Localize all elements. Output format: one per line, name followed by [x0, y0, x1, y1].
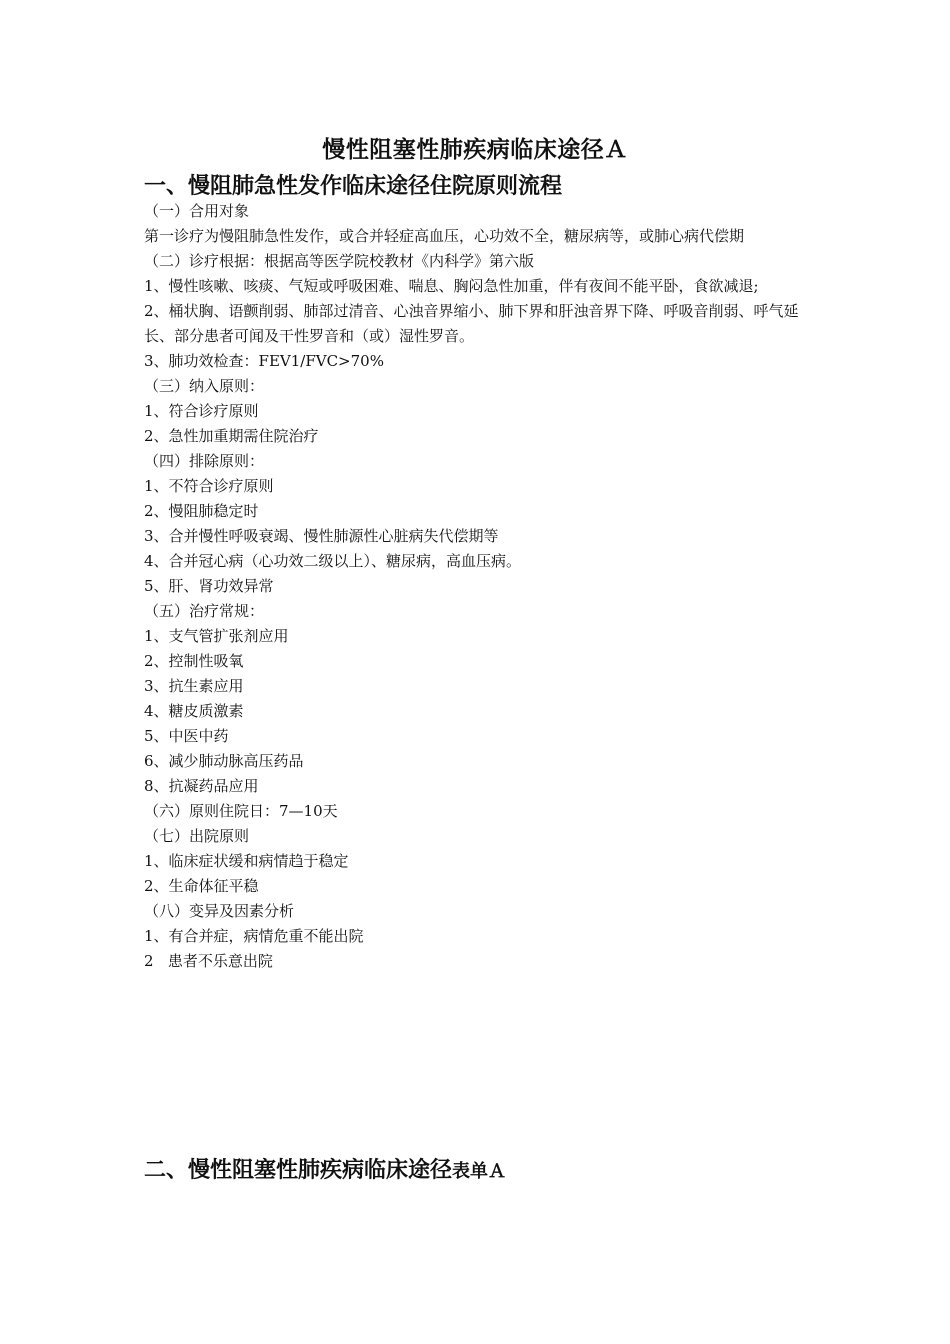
subsection-heading: （八）变异及因素分析 [144, 902, 295, 920]
section-heading-2-main: 二、慢性阻塞性肺疾病临床途径 [144, 1157, 453, 1183]
section-heading-2 [144, 1155, 506, 1187]
list-item: 1、符合诊疗原则 [144, 402, 259, 420]
list-item: 1、有合并症，病情危重不能出院 [144, 927, 364, 945]
list-item: 5、肝、肾功效异常 [144, 577, 274, 595]
list-item: 3、抗生素应用 [144, 677, 244, 695]
list-item: 2 患者不乐意出院 [144, 952, 273, 970]
subsection-heading: （三）纳入原则： [144, 377, 265, 395]
document-title: 慢性阻塞性肺疾病临床途径Ａ [322, 136, 628, 163]
subsection-heading: （二）诊疗根据：根据高等医学院校教材《内科学》第六版 [144, 252, 535, 270]
list-item: 6、减少肺动脉高压药品 [144, 752, 304, 770]
section-heading-1: 一、慢阻肺急性发作临床途径住院原则流程 [144, 173, 563, 199]
subsection-heading: （七）出院原则 [144, 827, 250, 845]
paragraph-line: 第一诊疗为慢阻肺急性发作，或合并轻症高血压，心功效不全，糖尿病等，或肺心病代偿期 [144, 227, 745, 245]
list-item: 1、慢性咳嗽、咳痰、气短或呼吸困难、喘息、胸闷急性加重，伴有夜间不能平卧，食欲减退; [144, 277, 759, 295]
list-item: 3、肺功效检查：FEV1/FVC>70% [144, 352, 384, 370]
list-item: 1、临床症状缓和病情趋于稳定 [144, 852, 349, 870]
list-item: 8、抗凝药品应用 [144, 777, 259, 795]
list-item: 1、不符合诊疗原则 [144, 477, 274, 495]
subsection-heading: （五）治疗常规： [144, 602, 265, 620]
list-item: 2、控制性吸氧 [144, 652, 244, 670]
list-item: 3、合并慢性呼吸衰竭、慢性肺源性心脏病失代偿期等 [144, 527, 499, 545]
subsection-heading: （一）合用对象 [144, 202, 250, 220]
list-item: 4、糖皮质激素 [144, 702, 244, 720]
list-item: 2、桶状胸、语颤削弱、肺部过清音、心浊音界缩小、肺下界和肝浊音界下降、呼吸音削弱、呼气延长、部分患者可闻及干性罗音和（或）湿性罗音。 [144, 302, 799, 345]
section-heading-2-tail: 表单Ａ [452, 1161, 507, 1182]
list-item: 4、合并冠心病（心功效二级以上）、糖尿病，高血压病。 [144, 552, 522, 570]
list-item: 1、支气管扩张剂应用 [144, 627, 289, 645]
list-item: 2、急性加重期需住院治疗 [144, 427, 319, 445]
section-1-body [144, 199, 814, 974]
list-item: 2、生命体征平稳 [144, 877, 259, 895]
subsection-heading: （四）排除原则： [144, 452, 265, 470]
list-item: 5、中医中药 [144, 727, 229, 745]
list-item: 2、慢阻肺稳定时 [144, 502, 259, 520]
subsection-heading: （六）原则住院日：7—10天 [144, 802, 338, 820]
